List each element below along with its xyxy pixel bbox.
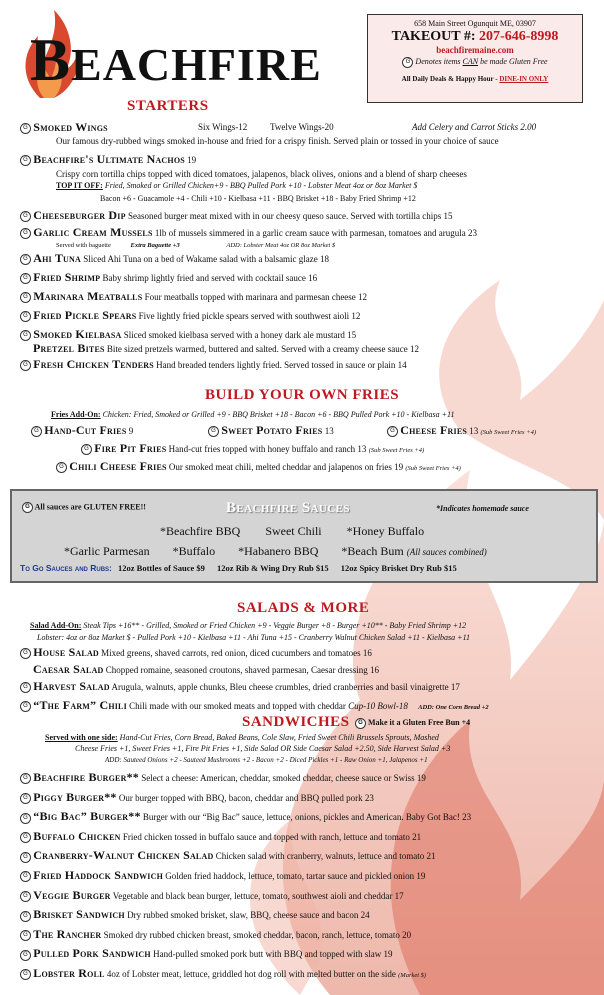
sandwich-item-desc: Dry rubbed smoked brisket, slaw, BBQ, cheese sauce and bacon 24	[124, 910, 370, 921]
sauces-box	[10, 489, 598, 583]
nachos-desc: Crispy corn tortilla chips topped with diced tomatoes, jalapenos, black olives, onions and a blend of sharp cheeses	[56, 169, 467, 179]
menu-item	[20, 967, 426, 982]
starter-item-desc: Bite sized pretzels warmed, buttered and salted. Served with a creamy cheese sauce 12	[104, 344, 420, 354]
gluten-free-icon: G	[20, 793, 31, 804]
sandwich-item-desc: Select a cheese: American, cheddar, smoked cheddar, cheese sauce or Swiss 19	[138, 773, 426, 783]
gluten-free-icon: G	[20, 648, 31, 659]
gluten-free-icon: G	[22, 502, 33, 513]
starter-item-name: Ahi Tuna	[33, 251, 81, 265]
salad-add-on: Salad Add-On: Steak Tips +16** - Grilled, Smoked or Fried Chicken +9 - Veggie Burger +8 - Burger +10** - Baby Fried Shrimp +12	[30, 621, 467, 630]
gf-legend: G Denotes items CAN be made Gluten Free	[368, 56, 582, 68]
salad-item-desc: Mixed greens, shaved carrots, red onion, diced cucumbers and tomatoes 16	[98, 648, 372, 658]
gluten-free-icon: G	[208, 426, 219, 437]
menu-item	[20, 680, 460, 693]
sandwich-item-desc: Burger with our “Big Bac” sauce, lettuce, onions, pickles and American. Baby Got Bac! 23	[140, 812, 472, 823]
sandwich-item-desc: Hand-pulled smoked pork butt with BBQ and topped with slaw 19	[150, 949, 393, 960]
gluten-free-icon: G	[20, 950, 31, 961]
starter-item-desc: Five lightly fried pickle spears served with southwest aioli 12	[136, 311, 361, 321]
sandwich-item-name: Fried Haddock Sandwich	[33, 868, 163, 882]
contact-info-box	[367, 14, 583, 103]
sandwich-item-desc: 4oz of Lobster meat, lettuce, griddled hot dog roll with melted butter on the side	[104, 969, 399, 979]
gluten-free-icon: G	[20, 330, 31, 341]
gluten-free-icon: G	[20, 852, 31, 863]
starter-item-name: Smoked Kielbasa	[33, 327, 122, 341]
sauce-item: Sweet Chili	[265, 524, 322, 538]
gluten-free-icon: G	[20, 254, 31, 265]
fries-title: BUILD YOUR OWN FRIES	[205, 387, 400, 403]
starter-item-name: Fried Shrimp	[33, 270, 101, 284]
starter-item-desc: Four meatballs topped with marinara and parmesan cheese 12	[142, 292, 368, 302]
sandwich-item-name: The Rancher	[33, 926, 102, 941]
nachos-top-it-off: TOP IT OFF: Fried, Smoked or Grilled Chicken+9 - BBQ Pulled Pork +10 - Lobster Meat 4oz or 8oz Market $	[56, 181, 418, 190]
menu-item-fire-pit-fries: G Fire Pit Fries Hand-cut fries topped with honey buffalo and ranch 13 (Sub Sweet Fries +4)	[81, 442, 424, 457]
gluten-free-icon: G	[20, 123, 31, 134]
sandwich-item-name: Beachfire Burger**	[33, 770, 139, 784]
starter-item-desc: Hand breaded tenders lightly fried. Served tossed in sauce or plain 14	[153, 360, 407, 370]
sauce-item: *Buffalo	[172, 544, 216, 558]
sandwich-item-name: Cranberry-Walnut Chicken Salad	[33, 848, 214, 863]
sauces-title: Beachfire Sauces	[226, 500, 350, 516]
menu-item	[20, 290, 367, 303]
menu-item	[20, 328, 356, 341]
sandwich-item-desc: Our burger topped with BBQ, bacon, cheddar and BBQ pulled pork 23	[116, 792, 374, 803]
gluten-free-icon: G	[20, 930, 31, 941]
gluten-free-icon: G	[20, 911, 31, 922]
menu-item-chili-cheese-fries: G Chili Cheese Fries Our smoked meat chili, melted cheddar and jalapenos on fries 19 (Sub Sweet Fries +4)	[56, 460, 461, 475]
deals-note: All Daily Deals & Happy Hour - DINE-IN ONLY	[401, 74, 549, 83]
menu-item	[20, 889, 404, 902]
sauce-item: *Garlic Parmesan	[64, 544, 150, 558]
sandwich-item-desc: Golden fried haddock, lettuce, tomato, tartar sauce and pickled onion 19	[163, 871, 426, 881]
starter-item-name: Fresh Chicken Tenders	[33, 357, 154, 371]
menu-item	[33, 342, 419, 355]
menu-item	[20, 928, 411, 941]
sandwich-item-name: Brisket Sandwich	[33, 907, 125, 922]
gluten-free-icon: G	[20, 773, 31, 784]
sandwich-item-note: (Market $)	[398, 972, 427, 979]
gluten-free-icon: G	[20, 871, 31, 882]
starter-item-desc: Baby shrimp lightly fried and served with cocktail sauce 16	[100, 273, 318, 283]
gluten-free-icon: G	[20, 891, 31, 902]
sandwiches-title: SANDWICHES	[242, 714, 350, 730]
sauce-item: *Beach Bum	[341, 544, 404, 558]
menu-item	[20, 309, 360, 322]
sandwich-item-desc: Chicken salad with cranberry, walnuts, lettuce and tomato 21	[213, 851, 436, 862]
homemade-note: *Indicates homemade sauce	[436, 504, 529, 513]
sauces-gf-note: G All sauces are GLUTEN FREE!!	[22, 502, 146, 513]
menu-item	[20, 646, 372, 659]
sandwich-item-name: Pulled Pork Sandwich	[33, 946, 151, 961]
gluten-free-icon: G	[31, 426, 42, 437]
menu-item	[20, 271, 317, 284]
menu-item-cheeseburger-dip: G Cheeseburger Dip Seasoned burger meat mixed with in our cheesy queso sauce. Served with tortilla chips 15	[20, 209, 452, 222]
gluten-free-icon: G	[20, 701, 31, 712]
sandwich-sides-3: ADD: Sauteed Onions +2 - Sauteed Mushrooms +2 - Bacon +2 - Diced Pickles +1 - Raw Onion +1, Jalapenos +1	[105, 756, 428, 764]
starter-item-name: Marinara Meatballs	[33, 289, 143, 303]
menu-item-nachos: G Beachfire's Ultimate Nachos 19	[20, 153, 196, 166]
sauce-row-2: *Garlic Parmesan *Buffalo *Habanero BBQ *Beach Bum (All sauces combined)	[64, 544, 487, 558]
mussels-notes: Served with baguette Extra Baguette +3 ADD: Lobster Meat 4oz OR 8oz Market $	[56, 242, 336, 249]
sauce-row-1	[160, 524, 424, 539]
gluten-free-icon: G	[20, 682, 31, 693]
menu-item	[20, 869, 425, 882]
nachos-top-it-off-2: Bacon +6 - Guacamole +4 - Chili +10 - Kielbasa +11 - BBQ Brisket +18 - Baby Fried Shrimp +12	[100, 194, 416, 203]
salad-item-desc: Chopped romaine, seasoned croutons, shaved parmesan, Caesar dressing 16	[103, 665, 379, 675]
menu-item-cheese-fries: G Cheese Fries 13 (Sub Sweet Fries +4)	[387, 424, 536, 439]
gluten-free-icon: G	[387, 426, 398, 437]
gluten-free-icon: G	[20, 228, 31, 239]
menu-item	[20, 810, 471, 823]
salads-title: SALADS & MORE	[237, 600, 370, 616]
website-link[interactable]: beachfiremaine.com	[436, 45, 514, 55]
sauce-item: *Honey Buffalo	[346, 524, 425, 538]
gluten-free-icon: G	[20, 360, 31, 371]
sandwich-sides: Served with one side: Hand-Cut Fries, Corn Bread, Baked Beans, Cole Slaw, Fried Sweet Chili Brussels Sprouts, Mashed	[45, 733, 439, 742]
menu-item	[20, 849, 436, 862]
menu-item-mussels: G Garlic Cream Mussels 1lb of mussels simmered in a garlic cream sauce with parmesan, tomatoes and arugula 23	[20, 226, 477, 239]
takeout-phone[interactable]: TAKEOUT #: 207-646-8998	[391, 29, 559, 44]
menu-item-smoked-wings: G Smoked Wings Six Wings-12 Twelve Wings-20 Add Celery and Carrot Sticks 2.00	[20, 121, 108, 134]
salad-add-on-2: Lobster: 4oz or 8oz Market $ - Pulled Pork +10 - Kielbasa +11 - Ahi Tuna +15 - Cranberry Walnut Chicken Salad +11 - Kielbasa +11	[37, 633, 470, 642]
menu-item	[20, 358, 407, 371]
sauces-header	[12, 491, 596, 521]
sandwich-item-name: Buffalo Chicken	[33, 828, 121, 843]
fries-add-on: Fries Add-On: Chicken: Fried, Smoked or Grilled +9 - BBQ Brisket +18 - Bacon +6 - BBQ Pulled Pork +10 - Kielbasa +11	[51, 410, 455, 419]
address: 658 Main Street Ogunquit ME, 03907	[414, 19, 536, 28]
gluten-free-icon: G	[402, 57, 413, 68]
starter-item-desc: Sliced smoked kielbasa served with a honey dark ale mustard 15	[121, 330, 357, 340]
sandwich-item-name: “Big Bac” Burger**	[33, 809, 141, 824]
sandwich-sides-2: Cheese Fries +1, Sweet Fries +1, Fire Pit Fries +1, Side Salad OR Side Caesar Salad +2.50, Side Harvest Salad +3	[75, 744, 451, 753]
gluten-free-icon: G	[20, 155, 31, 166]
gluten-free-icon: G	[20, 292, 31, 303]
sauce-item: *Beachfire BBQ	[160, 524, 241, 538]
sandwich-item-name: Lobster Roll	[33, 966, 105, 980]
gluten-free-icon: G	[56, 462, 67, 473]
gf-bun-note: G Make it a Gluten Free Bun +4	[355, 717, 470, 729]
salad-item-name: House Salad	[33, 645, 99, 659]
salad-item-name: Harvest Salad	[33, 679, 110, 693]
sandwich-item-name: Veggie Burger	[33, 887, 111, 902]
gluten-free-icon: G	[20, 969, 31, 980]
menu-item	[20, 908, 370, 921]
sandwich-item-desc: Fried chicken tossed in buffalo sauce and topped with ranch, lettuce and tomato 21	[120, 831, 422, 842]
sauce-item: *Habanero BBQ	[238, 544, 319, 558]
menu-item-the-farm-chili: G “The Farm” Chili Chili made with our smoked meats and topped with cheddar Cup-10 Bowl-18 ADD: One Corn Bread +2	[20, 699, 489, 714]
gluten-free-icon: G	[20, 832, 31, 843]
menu-item	[20, 791, 374, 804]
menu-item-sweet-potato-fries: G Sweet Potato Fries 13	[208, 424, 334, 437]
sandwich-item-name: Piggy Burger**	[33, 789, 117, 804]
gluten-free-icon: G	[20, 273, 31, 284]
sandwich-item-desc: Smoked dry rubbed chicken breast, smoked cheddar, bacon, ranch, lettuce, tomato 20	[101, 929, 412, 940]
gluten-free-icon: G	[355, 718, 366, 729]
smoked-wings-desc: Our famous dry-rubbed wings smoked in-house and fried for a crispy finish. Served plain or tossed in your choice of sauce	[56, 136, 499, 146]
starters-title: STARTERS	[127, 98, 209, 114]
starter-item-name: Fried Pickle Spears	[33, 308, 137, 322]
salad-item-desc: Arugula, walnuts, apple chunks, Bleu cheese crumbles, dried cranberries and basil vinaigrette 17	[109, 682, 460, 692]
salad-item-name: Caesar Salad	[33, 662, 104, 676]
gluten-free-icon: G	[20, 813, 31, 824]
menu-item	[20, 771, 426, 784]
menu-item	[20, 830, 421, 843]
starter-item-name: Pretzel Bites	[33, 341, 105, 355]
gluten-free-icon: G	[20, 211, 31, 222]
menu-item-hand-cut-fries: G Hand-Cut Fries 9	[31, 424, 133, 437]
sandwich-item-desc: Vegetable and black bean burger, lettuce, tomato, southwest aioli and cheddar 17	[110, 890, 404, 901]
gluten-free-icon: G	[20, 311, 31, 322]
brand-wordmark: BEACHFIRE	[30, 27, 322, 93]
starter-item-desc: Sliced Ahi Tuna on a bed of Wakame salad with a balsamic glaze 18	[80, 254, 330, 264]
logo	[10, 8, 360, 98]
menu-item	[20, 947, 393, 960]
to-go-sauces: To Go Sauces and Rubs: 12oz Bottles of Sauce $9 12oz Rib & Wing Dry Rub $15 12oz Spicy Brisket Dry Rub $15	[20, 563, 457, 573]
menu-item	[20, 252, 329, 265]
menu-item	[33, 663, 379, 676]
gluten-free-icon: G	[81, 444, 92, 455]
